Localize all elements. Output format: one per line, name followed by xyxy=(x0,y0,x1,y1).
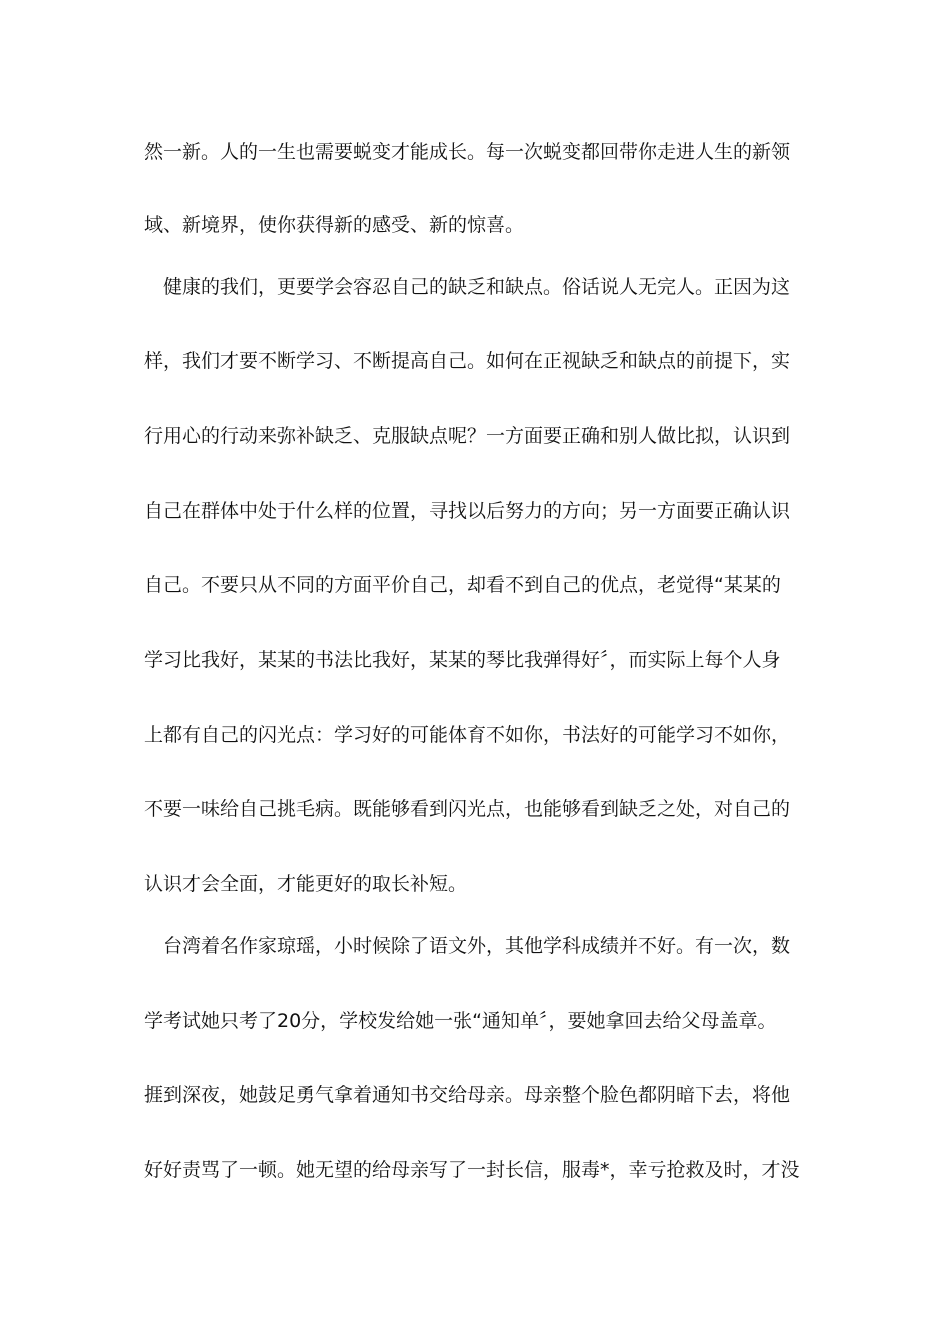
text-line-10: 不要一味给自己挑毛病。既能够看到闪光点，也能够看到缺乏之处，对自己的 xyxy=(144,798,791,820)
text-line-8: 学习比我好，某某的书法比我好，某某的琴比我弹得好〞，而实际上每个人身 xyxy=(144,649,781,671)
text-line-3: 健康的我们，更要学会容忍自己的缺乏和缺点。俗话说人无完人。正因为这 xyxy=(144,276,791,298)
text-line-2: 域、新境界，使你获得新的感受、新的惊喜。 xyxy=(144,214,525,236)
text-line-15: 好好责骂了一顿。她无望的给母亲写了一封长信，服毒*，幸亏抢救及时，才没 xyxy=(144,1159,800,1181)
text-line-14: 捱到深夜，她鼓足勇气拿着通知书交给母亲。母亲整个脸色都阴暗下去，将他 xyxy=(144,1084,791,1106)
text-line-11: 认识才会全面，才能更好的取长补短。 xyxy=(144,873,468,895)
text-line-7: 自己。不要只从不同的方面平价自己，却看不到自己的优点，老觉得“某某的 xyxy=(144,574,781,596)
text-line-1: 然一新。人的一生也需要蜕变才能成长。每一次蜕变都回带你走进人生的新领 xyxy=(144,141,791,163)
text-line-4: 样，我们才要不断学习、不断提高自己。如何在正视缺乏和缺点的前提下，实 xyxy=(144,350,791,372)
text-line-13: 学考试她只考了20分，学校发给她一张“通知单〞，要她拿回去给父母盖章。 xyxy=(144,1010,777,1032)
text-line-6: 自己在群体中处于什么样的位置，寻找以后努力的方向；另一方面要正确认识 xyxy=(144,500,791,522)
text-line-9: 上都有自己的闪光点：学习好的可能体育不如你，书法好的可能学习不如你， xyxy=(144,724,791,746)
text-line-12: 台湾着名作家琼瑶，小时候除了语文外，其他学科成绩并不好。有一次，数 xyxy=(144,935,791,957)
text-line-5: 行用心的行动来弥补缺乏、克服缺点呢？一方面要正确和别人做比拟，认识到 xyxy=(144,425,791,447)
